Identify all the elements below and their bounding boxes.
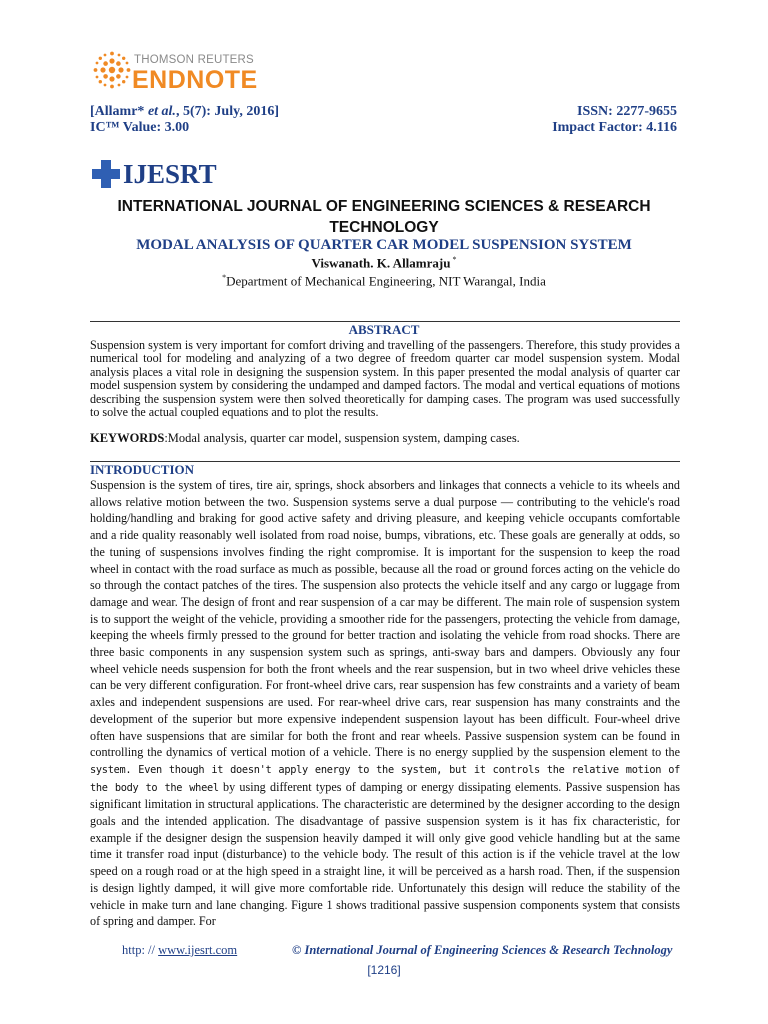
affiliation-mark: * [222,273,227,282]
logo-company-text: THOMSON REUTERS [134,54,254,66]
footer-url [122,943,237,958]
abstract-body: Suspension system is very important for comfort driving and travelling of the passengers. Therefore, this study provides a numerical tool for modeling and analyzing of a two degree of freedom quarter car model suspension system. Modal analysis places a vital role in designing the suspension system. In this paper presented the modal analysis of quarter car model suspension system by considering the undamped and damped factors. The modal and vertical equations of motions describing the suspension system were then solved theoretically for damping cases. The program was used successfully to solve the actual coupled equations and to plot the results. [90,338,680,420]
citation-suffix: , 5(7): July, 2016] [175,104,279,119]
keywords-text: :Modal analysis, quarter car model, suspension system, damping cases. [164,431,520,445]
header-issn [552,104,677,136]
introduction-heading: INTRODUCTION [90,462,195,477]
affiliation-text: Department of Mechanical Engineering, NIT Warangal, India [226,273,546,289]
ic-value: IC™ Value: 3.00 [90,120,190,135]
endnote-logo [92,48,282,98]
author-name [90,255,678,271]
keywords [90,431,680,446]
abstract-heading: ABSTRACT [348,322,420,337]
intro-text-part1: Suspension is the system of tires, tire air, springs, shock absorbers and linkages that connects a vehicle to its wheels and allows relative motion between the two. Suspension systems serve a dual purpose — contributing to the vehicle's road holding/handling and braking for good active safety and driving pleasure, and keeping vehicle occupants comfortable and a ride quality reasonably well isolated from road noise, bumps, vibrations, etc. These goals are generally at odds, so the tuning of suspensions involves finding the right compromise. It is important for the suspension to keep the road wheel in contact with the road surface as much as possible, because all the road or ground forces acting on the vehicle do so through the contact patches of the tires. The suspension also protects the vehicle itself and any cargo or luggage from damage and wear. The design of front and rear suspension of a car may be different. The main role of suspension system is to support the weight of the vehicle, providing a smoother ride for the passengers, protecting the vehicle from damage, keeping the wheels firmly pressed to the ground for better traction and isolating the vehicle from road shocks. There are three basic components in any suspension system such as springs, anti-sway bars and dampers. Obviously any four wheel vehicle needs suspension for both the front wheels and the rear suspension, but in two wheel drive vehicles these can be very different configuration. For front-wheel drive cars, rear suspension has few constraints and a variety of beam axles and independent suspensions are used. For rear-wheel drive cars, rear suspension has many constraints and the development of the superior but more expensive independent suspension layout has been difficult. Four-wheel drive often have suspensions that are similar for both the front and rear wheels. Passive suspension system can be found in controlling the dynamics of vertical motion of a vehicle. There is no energy supplied by the suspension element to the [90,478,680,760]
paper-title: MODAL ANALYSIS OF QUARTER CAR MODEL SUSPENSION SYSTEM [136,237,632,253]
impact-factor: Impact Factor: 4.116 [552,120,677,135]
keywords-label: KEYWORDS [90,431,165,445]
website-link[interactable]: www.ijesrt.com [158,943,238,957]
footer-journal: © International Journal of Engineering Sciences & Research Technology [292,943,673,957]
author-text: Viswanath. K. Allamraju [311,255,451,271]
journal-title: INTERNATIONAL JOURNAL OF ENGINEERING SCIENCES & RESEARCH TECHNOLOGY [117,198,651,236]
blue-cross-icon [90,158,122,190]
citation-prefix: [Allamr* [90,104,148,119]
page-number: [1216] [367,963,401,977]
issn: ISSN: 2277-9655 [577,104,677,119]
header-citation [90,104,279,136]
intro-text-mono: system. Even though it doesn't apply energy to the system, but it controls the relative motion of the body to the wheel [90,763,680,794]
affiliation [90,273,678,289]
ijesrt-name: IJESRT [123,159,217,189]
footer-url-prefix: http: // [122,943,159,957]
thomson-reuters-dots-icon [92,50,132,90]
introduction-body [90,477,680,930]
logo-product-text: ENDNOTE [132,66,258,94]
citation-etal: et al. [147,104,176,119]
author-mark: * [450,255,457,264]
intro-text-part2: by using different types of damping or energy dissipating elements. Passive suspension has significant limitation in structural applications. The characteristic are determined by the designer according to the design goals and the intended application. The disadvantage of passive suspension system is it has fix characteristic, for example if the designer design the suspension heavily damped it will only give good vehicle handling but at the same time it transfer road input (disturbance) to the vehicle body. The result of this action is if the vehicle travel at the low speed on a rough road or at the high speed in a straight line, it will be perceived as a harsh road. Then, if the suspension is design lightly damped, it will give more comfortable ride. Unfortunately this design will reduce the stability of the vehicle in make turn and lane changing. Figure 1 shows traditional passive suspension components system that consists of spring and damper. For [90,779,680,929]
